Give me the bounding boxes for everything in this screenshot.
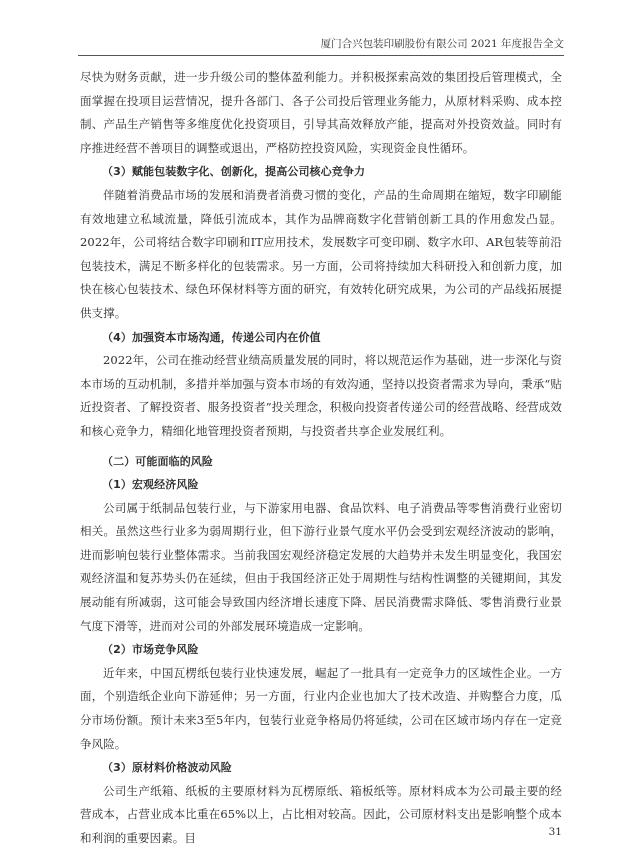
section-heading: （2）市场竞争风险 <box>102 643 199 657</box>
section-heading: （4）加强资本市场沟通，传递公司内在价值 <box>102 330 321 344</box>
chapter-heading: （二）可能面临的风险 <box>102 454 213 468</box>
paragraph: 尽快为财务贡献，进一步升级公司的整体盈利能力。并积极探索高效的集团投后管理模式，全面掌握在投项目运营情况，提升各部门、各子公司投后管理业务能力，从原材料采购、成本控制、产品生产销售等多维度优化投资项目，引导其高效释放产能，提高对外投资效益。同时有序推进经营不善项目的调整或退出，严格防控投资风险，实现资金良性循环。 <box>80 70 562 155</box>
paragraph: 近年来，中国瓦楞纸包装行业快速发展，崛起了一批具有一定竞争力的区域性企业。一方面，个别造纸企业向下游延伸；另一方面，行业内企业也加大了技术改造、并购整合力度，瓜分市场份额。预计未来3至5年内，包装行业竞争格局仍将延续，公司在区域市场内存在一定竞争风险。 <box>80 665 562 751</box>
page-number: 31 <box>548 826 562 838</box>
page-body <box>80 66 562 851</box>
page-header <box>78 36 564 56</box>
section-heading: （1）宏观经济风险 <box>102 478 199 492</box>
header-title: 厦门合兴包装印刷股份有限公司 2021 年度报告全文 <box>320 38 564 50</box>
section-heading: （3）赋能包装数字化、创新化，提高公司核心竞争力 <box>102 165 366 179</box>
section-heading: （3）原材料价格波动风险 <box>102 761 232 775</box>
paragraph: 公司属于纸制品包装行业，与下游家用电器、食品饮料、电子消费品等零售消费行业密切相关。虽然这些行业多为弱周期行业，但下游行业景气度水平仍会受到宏观经济波动的影响，进而影响包装行业整体需求。当前我国宏观经济稳定发展的大趋势并未发生明显变化，我国宏观经济温和复苏势头仍在延续，但由于我国经济正处于周期性与结构性调整的关键期间，其发展动能有所减弱，这可能会导致国内经济增长速度下降、居民消费需求降低、零售消费行业景气度下滑等，进而对公司的外部发展环境造成一定影响。 <box>80 500 562 633</box>
paragraph: 伴随着消费品市场的发展和消费者消费习惯的变化，产品的生命周期在缩短，数字印刷能有效地建立私域流量，降低引流成本，其作为品牌商数字化营销创新工具的作用愈发凸显。2022年，公司将结合数字印刷和IT应用技术，发展数字可变印刷、数字水印、AR包装等前沿包装技术，满足不断多样化的包装需求。另一方面，公司将持续加大科研投入和创新力度，加快在核心包装技术、绿色环保材料等方面的研究，有效转化研究成果，为公司的产品线拓展提供支撑。 <box>80 187 562 320</box>
paragraph: 2022年，公司在推动经营业绩高质量发展的同时，将以规范运作为基础，进一步深化与资本市场的互动机制，多措并举加强与资本市场的有效沟通，坚持以投资者需求为导向，秉承“贴近投资者、了解投资者、服务投资者”投关理念，积极向投资者传递公司的经营战略、经营成效和核心竞争力，精细化地管理投资者预期，与投资者共享企业发展红利。 <box>80 353 562 438</box>
paragraph: 公司生产纸箱、纸板的主要原材料为瓦楞原纸、箱板纸等。原材料成本为公司最主要的经营成本，占营业成本比重在65%以上，占比相对较高。因此，公司原材料支出是影响整个成本和利润的重要因素。目 <box>80 783 562 845</box>
